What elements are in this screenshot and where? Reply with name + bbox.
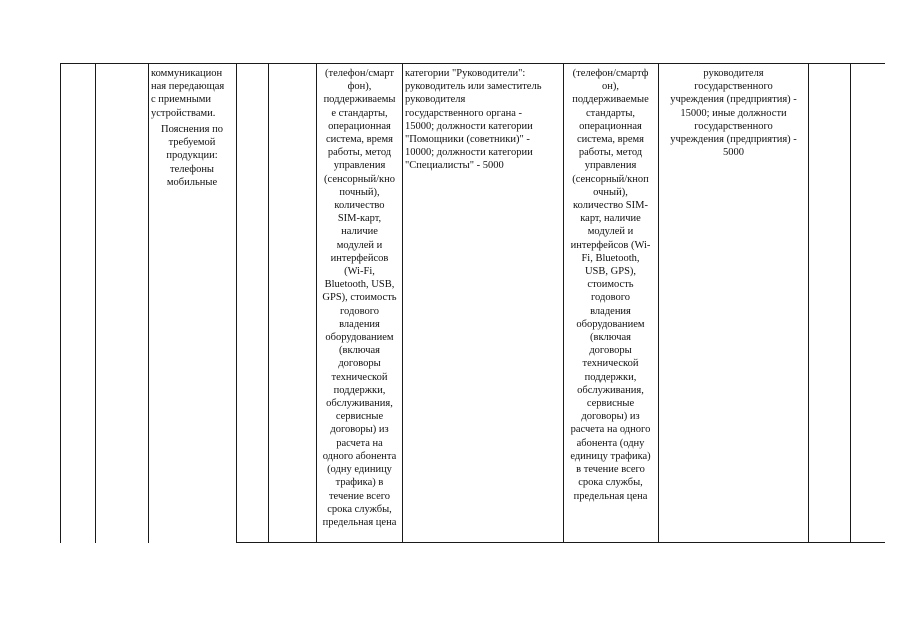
table-bottom-border xyxy=(236,542,885,543)
column-divider xyxy=(60,63,61,543)
cell-characteristics-2: (телефон/смартф он), поддерживаемые стандарты, операционная система, время работы, метод управления (сенсорный/кноп очный), количество SIM- карт, наличие модулей и интерфейсов (Wi- Fi, Bluetooth, USB, GPS), стоимость годового владения оборудованием (включая договоры технической поддержки, обслуживания, сервисные договоры) из расчета на одного абонента (одну единицу трафика) в течение всего срока службы, предельная цена xyxy=(570,68,651,502)
cell-price-limits-2: руководителя государственного учреждения (предприятия) - 15000; иные должности государственного учреждения (предприятия) - 5000 xyxy=(670,68,797,159)
column-divider xyxy=(658,63,659,543)
column-divider xyxy=(402,63,403,543)
column-divider xyxy=(236,63,237,543)
column-divider xyxy=(850,63,851,543)
cell-product-explanation: Пояснения по требуемой продукции: телефоны мобильные xyxy=(161,124,223,188)
table-top-border xyxy=(60,63,885,64)
cell-product-name: коммуникацион ная передающая с приемными устройствами. xyxy=(151,68,225,119)
cell-price-limits-1: категории "Руководители": руководитель или заместитель руководителя государственного органа - 15000; должности категории "Помощники (советники)" - 10000; должности категории "Специалисты" - 5000 xyxy=(405,68,542,172)
column-divider xyxy=(95,63,96,543)
cell-characteristics-1: (телефон/смарт фон), поддерживаемы е стандарты, операционная система, время работы, метод управления (сенсорный/кно почный), количество SIM-карт, наличие модулей и интерфейсов (Wi-Fi, Bluetooth, USB, GPS), стоимость годового владения оборудованием (включая договоры технической поддержки, обслуживания, сервисные договоры) из расчета на одного абонента (одну единицу трафика) в течение всего срока службы, предельная цена xyxy=(322,68,397,528)
column-divider xyxy=(268,63,269,543)
column-divider xyxy=(808,63,809,543)
